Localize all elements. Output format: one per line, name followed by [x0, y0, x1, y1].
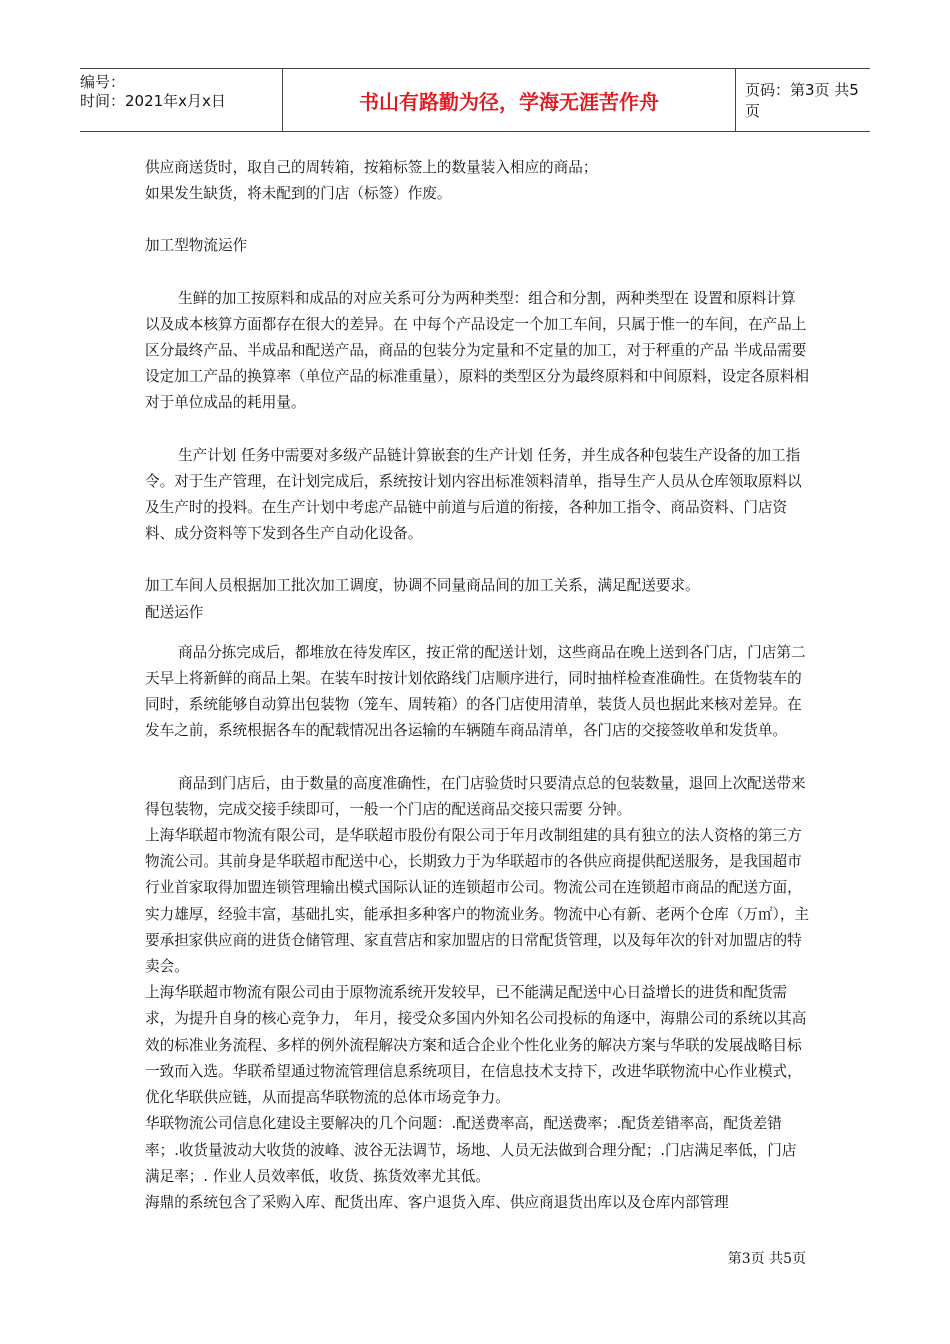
- paragraph: 商品分拣完成后，都堆放在待发库区，按正常的配送计划，这些商品在晚上送到各门店，门店第二天早上将新鲜的商品上架。在装车时按计划依路线门店顺序进行，同时抽样检查准确性。在货物装车的同时，系统能够自动算出包装物（笼车、周转箱）的各门店使用清单，装货人员也据此来核对差异。在发车之前，系统根据各车的配载情况出各运输的车辆随车商品清单，各门店的交接签收单和发货单。: [145, 643, 806, 740]
- paragraph: 上海华联超市物流有限公司由于原物流系统开发较早，已不能满足配送中心日益增长的进货和配货需求，为提升自身的核心竞争力， 年月，接受众多国内外知名公司投标的角逐中，海鼎公司的系统以其高效的标准业务流程、多样的例外流程解决方案和适合企业个性化业务的解决方案与华联的发展战略目标一致而入选。华联希望通过物流管理信息系统项目，在信息技术支持下，改进华联物流中心作业模式，优化华联供应链，从而提高华联物流的总体市场竞争力。: [145, 984, 807, 1107]
- document-time-label: 时间：2021年x月x日: [80, 92, 226, 110]
- paragraph: 上海华联超市物流有限公司，是华联超市股份有限公司于年月改制组建的具有独立的法人资格的第三方物流公司。其前身是华联超市配送中心，长期致力于为华联超市的各供应商提供配送服务，是我国超市行业首家取得加盟连锁管理输出模式国际认证的连锁超市公司。物流公司在连锁超市商品的配送方面，实力雄厚，经验丰富，基础扎实，能承担多种客户的物流业务。物流中心有新、老两个仓库（万㎡），主要承担家供应商的进货仓储管理、家直营店和家加盟店的日常配货管理，以及每年次的针对加盟店的特卖会。: [145, 827, 810, 976]
- document-body: [145, 155, 810, 1216]
- paragraph: 华联物流公司信息化建设主要解决的几个问题：.配送费率高，配送费率；.配货差错率高，配货差错率；.收货量波动大收货的波峰、波谷无法调节，场地、人员无法做到合理分配；.门店满足率低，门店满足率；. 作业人员效率低，收货、拣货效率尤其低。: [145, 1115, 797, 1185]
- page-header: [80, 68, 870, 132]
- paragraph: 供应商送货时，取自己的周转箱，按箱标签上的数量装入相应的商品；: [145, 159, 598, 176]
- paragraph: 海鼎的系统包含了采购入库、配货出库、客户退货入库、供应商退货出库以及仓库内部管理: [145, 1193, 729, 1211]
- header-page-number: 页码：第3页 共5页: [745, 81, 859, 120]
- header-meta: [80, 69, 282, 131]
- paragraph: 如果发生缺货，将未配到的门店（标签）作废。: [145, 185, 452, 203]
- paragraph: 生产计划 任务中需要对多级产品链计算嵌套的生产计划 任务，并生成各种包装生产设备的加工指令。对于生产管理，在计划完成后，系统按计划内容出标准领料清单，指导生产人员从仓库领取原料以及生产时的投料。在生产计划中考虑产品链中前道与后道的衔接，各种加工指令、商品资料、门店资料、成分资料等下发到各生产自动化设备。: [145, 446, 802, 543]
- section-heading: 加工型物流运作: [145, 237, 248, 255]
- document-number-label: 编号：: [80, 73, 126, 91]
- paragraph: 生鲜的加工按原料和成品的对应关系可分为两种类型：组合和分割，两种类型在 设置和原料计算以及成本核算方面都存在很大的差异。在 中每个产品设定一个加工车间，只属于惟一的车间，在产品上区分最终产品、半成品和配送产品，商品的包装分为定量和不定量的加工，对于秤重的产品 半成品需要设定加工产品的换算率（单位产品的标准重量），原料的类型区分为最终原料和中间原料，设定各原料相对于单位成品的耗用量。: [145, 289, 810, 412]
- header-motto: 书山有路勤为径，学海无涯苦作舟: [282, 69, 736, 131]
- page-footer: 第3页 共5页: [727, 1251, 806, 1267]
- paragraph: 加工车间人员根据加工批次加工调度，协调不同量商品间的加工关系，满足配送要求。: [145, 577, 700, 595]
- paragraph: 商品到门店后，由于数量的高度准确性，在门店验货时只要清点总的包装数量，退回上次配送带来得包装物，完成交接手续即可，一般一个门店的配送商品交接只需要 分钟。: [145, 774, 806, 818]
- section-heading: 配送运作: [145, 603, 204, 621]
